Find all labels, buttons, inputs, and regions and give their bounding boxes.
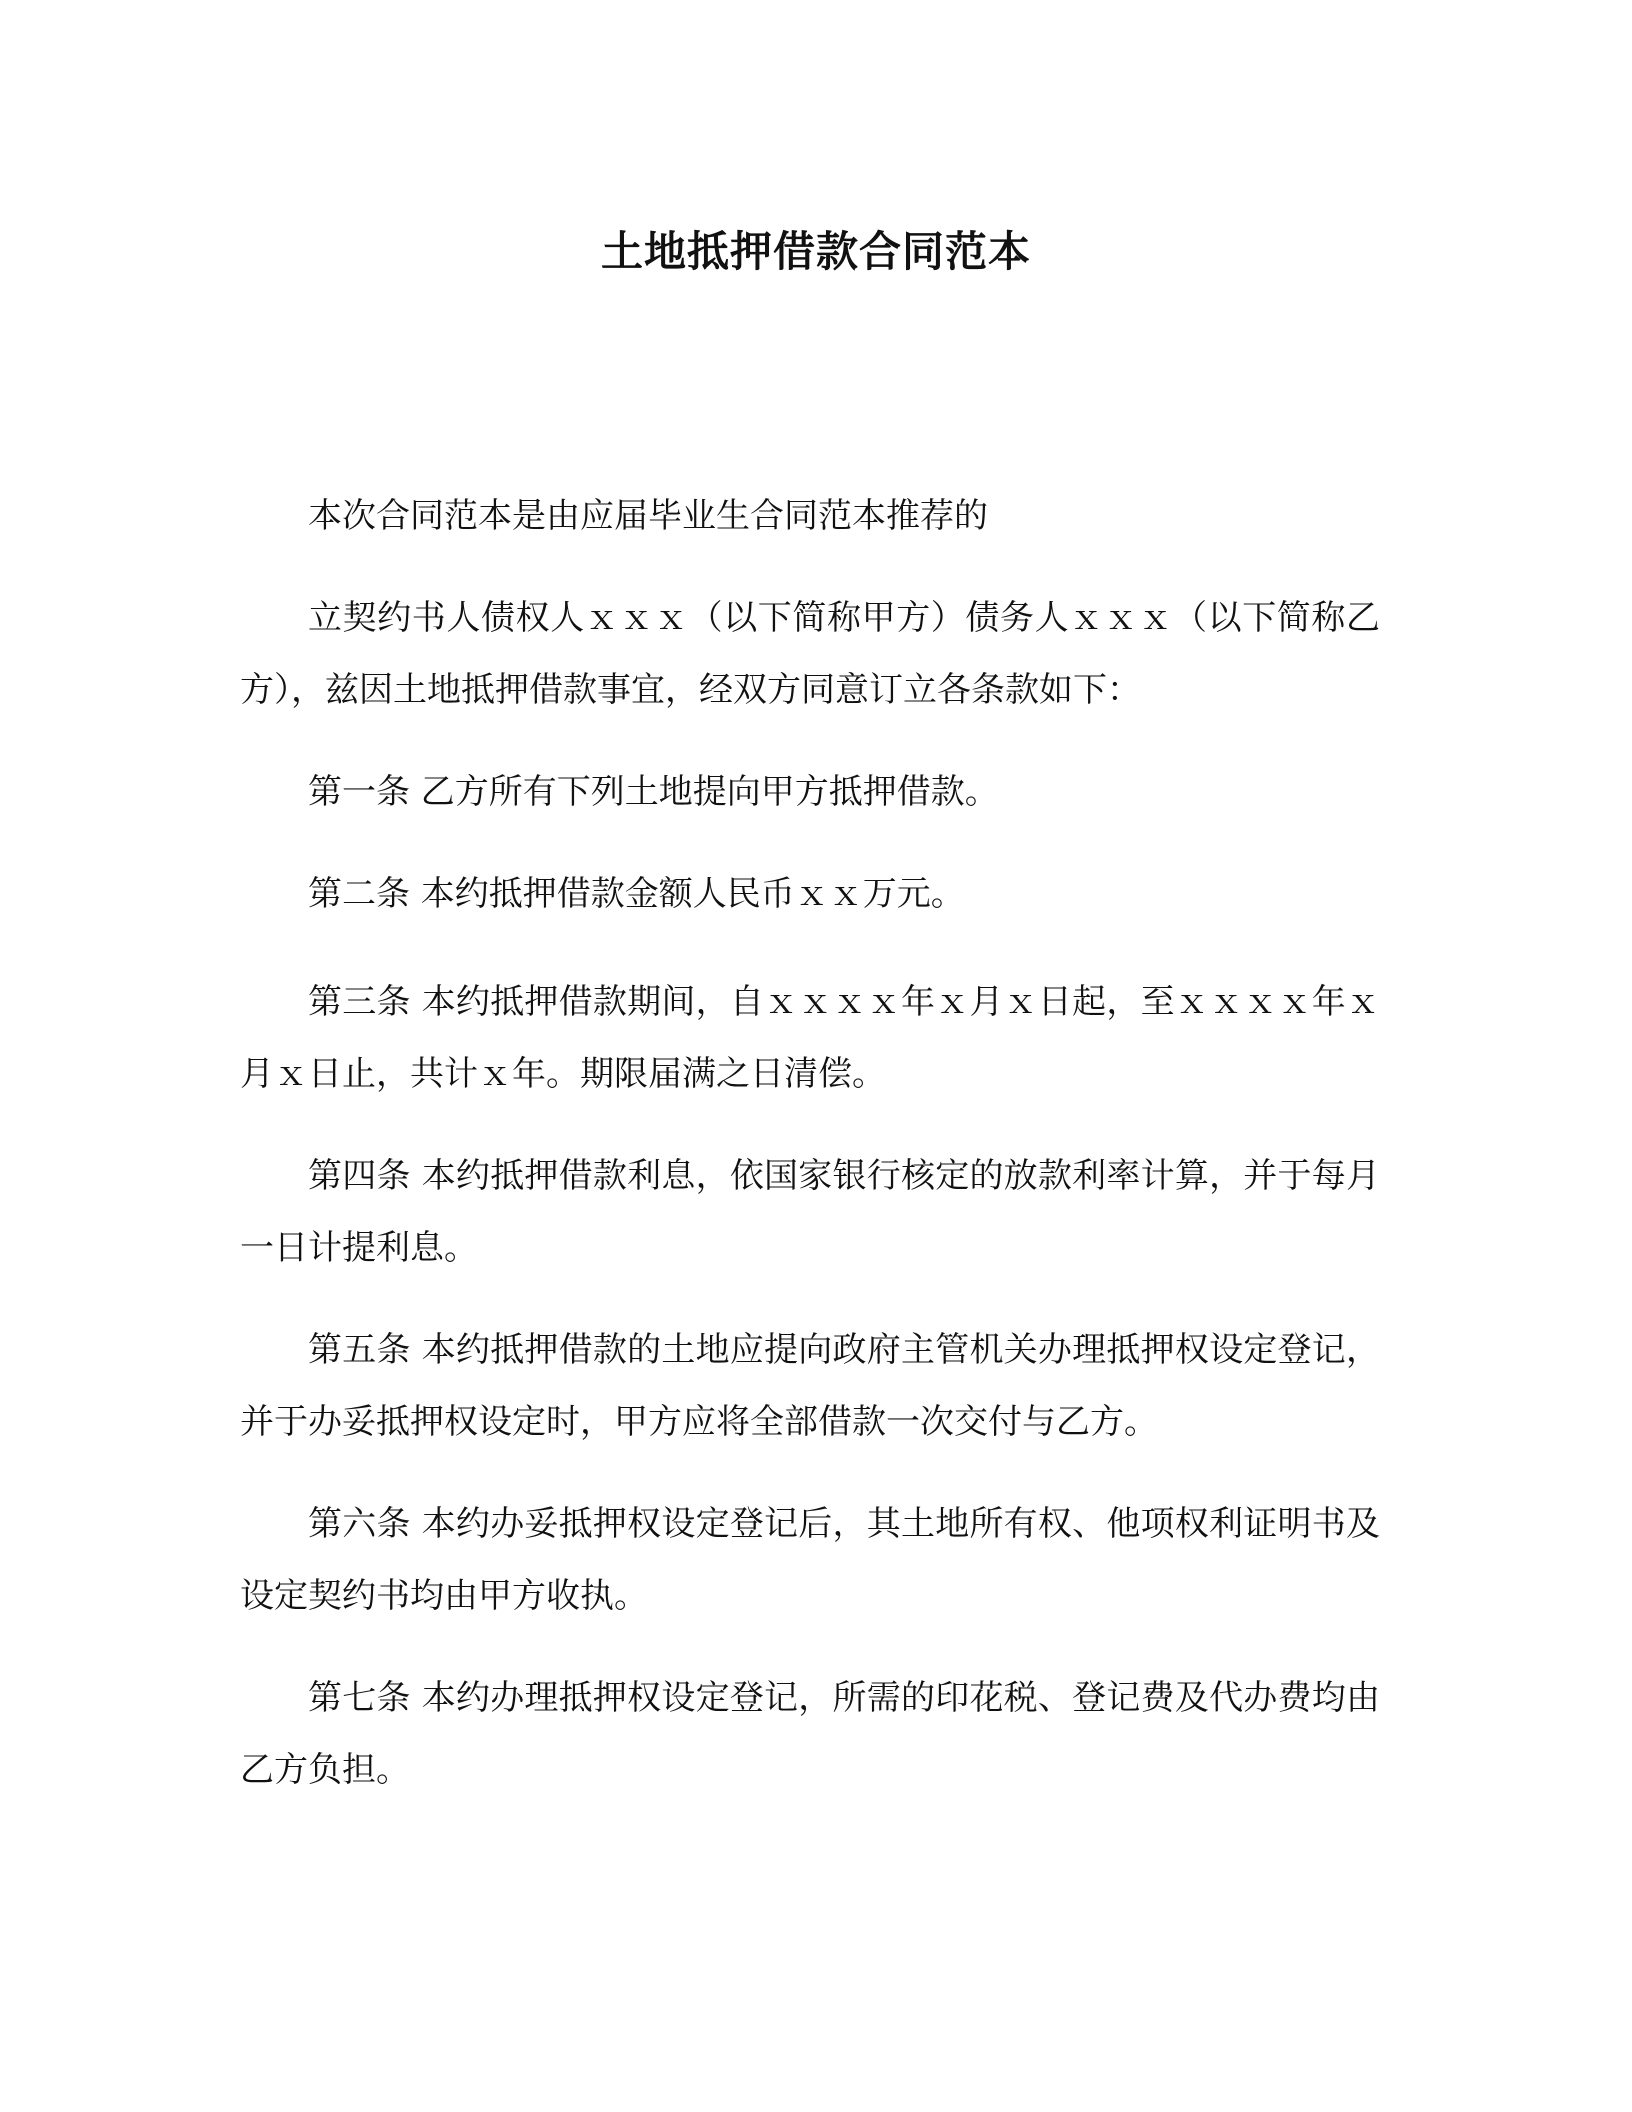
article-6-paragraph: 第六条 本约办妥抵押权设定登记后，其土地所有权、他项权利证明书及设定契约书均由甲方收执。 bbox=[240, 1504, 1380, 1616]
article-5-paragraph: 第五条 本约抵押借款的土地应提向政府主管机关办理抵押权设定登记，并于办妥抵押权设定时，甲方应将全部借款一次交付与乙方。 bbox=[240, 1330, 1380, 1442]
article-1-paragraph: 第一条 乙方所有下列土地提向甲方抵押借款。 bbox=[308, 772, 999, 812]
article-2-paragraph: 第二条 本约抵押借款金额人民币ｘｘ万元。 bbox=[308, 874, 965, 914]
article-3-paragraph: 第三条 本约抵押借款期间，自ｘｘｘｘ年ｘ月ｘ日起，至ｘｘｘｘ年ｘ月ｘ日止，共计ｘ年。期限届满之日清偿。 bbox=[240, 982, 1380, 1094]
article-4-paragraph: 第四条 本约抵押借款利息，依国家银行核定的放款利率计算，并于每月一日计提利息。 bbox=[240, 1156, 1380, 1268]
article-7-paragraph: 第七条 本约办理抵押权设定登记，所需的印花税、登记费及代办费均由乙方负担。 bbox=[240, 1678, 1380, 1790]
intro-paragraph: 本次合同范本是由应届毕业生合同范本推荐的 bbox=[308, 496, 988, 536]
document-title: 土地抵押借款合同范本 bbox=[600, 227, 1031, 276]
parties-paragraph: 立契约书人债权人ｘｘｘ（以下简称甲方）债务人ｘｘｘ（以下简称乙方），兹因土地抵押借款事宜，经双方同意订立各条款如下： bbox=[240, 598, 1380, 710]
document-body bbox=[240, 480, 1380, 1836]
